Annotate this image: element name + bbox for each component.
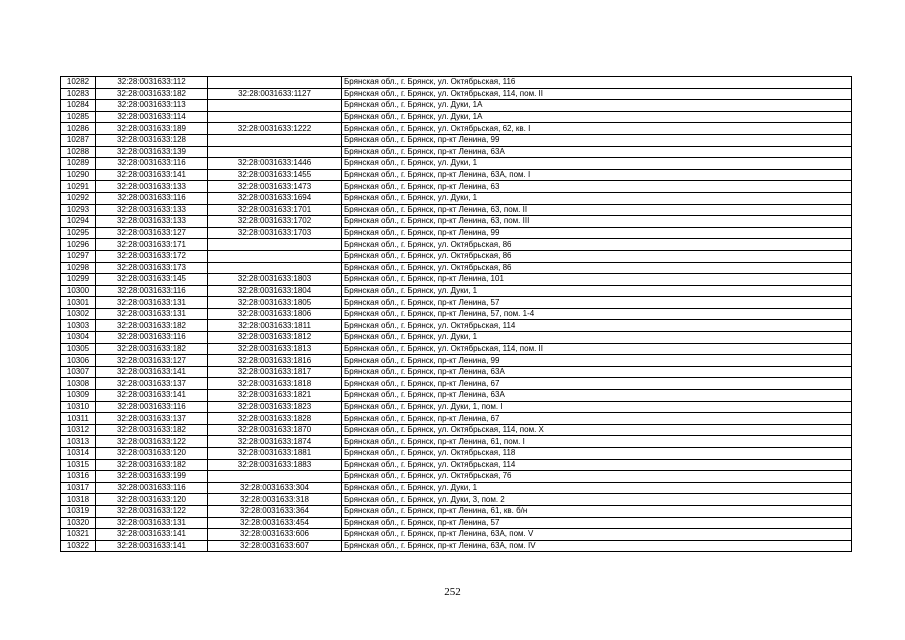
land-plot-number-cell: 32:28:0031633:116 xyxy=(96,401,208,413)
row-number-cell: 10300 xyxy=(61,285,96,297)
object-number-cell: 32:28:0031633:1823 xyxy=(208,401,342,413)
object-number-cell: 32:28:0031633:1811 xyxy=(208,320,342,332)
land-plot-number-cell: 32:28:0031633:172 xyxy=(96,250,208,262)
land-plot-number-cell: 32:28:0031633:112 xyxy=(96,77,208,89)
land-plot-number-cell: 32:28:0031633:116 xyxy=(96,482,208,494)
address-cell: Брянская обл., г. Брянск, ул. Дуки, 1 xyxy=(342,285,852,297)
land-plot-number-cell: 32:28:0031633:116 xyxy=(96,192,208,204)
row-number-cell: 10321 xyxy=(61,529,96,541)
address-cell: Брянская обл., г. Брянск, ул. Октябрьская, 118 xyxy=(342,448,852,460)
row-number-cell: 10314 xyxy=(61,448,96,460)
row-number-cell: 10305 xyxy=(61,343,96,355)
address-cell: Брянская обл., г. Брянск, ул. Октябрьская, 86 xyxy=(342,250,852,262)
row-number-cell: 10318 xyxy=(61,494,96,506)
row-number-cell: 10295 xyxy=(61,227,96,239)
table-row xyxy=(61,343,852,355)
object-number-cell: 32:28:0031633:1883 xyxy=(208,459,342,471)
object-number-cell: 32:28:0031633:1812 xyxy=(208,332,342,344)
table-row xyxy=(61,111,852,123)
object-number-cell xyxy=(208,146,342,158)
table-body xyxy=(61,77,852,552)
address-cell: Брянская обл., г. Брянск, ул. Дуки, 1 xyxy=(342,192,852,204)
address-cell: Брянская обл., г. Брянск, пр-кт Ленина, 63А, пом. I xyxy=(342,169,852,181)
object-number-cell: 32:28:0031633:1701 xyxy=(208,204,342,216)
address-cell: Брянская обл., г. Брянск, ул. Октябрьская, 114 xyxy=(342,459,852,471)
row-number-cell: 10297 xyxy=(61,250,96,262)
cadastral-registry-table xyxy=(60,76,852,552)
row-number-cell: 10294 xyxy=(61,216,96,228)
land-plot-number-cell: 32:28:0031633:182 xyxy=(96,459,208,471)
row-number-cell: 10303 xyxy=(61,320,96,332)
table-row xyxy=(61,146,852,158)
land-plot-number-cell: 32:28:0031633:116 xyxy=(96,285,208,297)
address-cell: Брянская обл., г. Брянск, пр-кт Ленина, 67 xyxy=(342,413,852,425)
address-cell: Брянская обл., г. Брянск, пр-кт Ленина, 57, пом. 1-4 xyxy=(342,308,852,320)
address-cell: Брянская обл., г. Брянск, ул. Дуки, 1 xyxy=(342,158,852,170)
land-plot-number-cell: 32:28:0031633:182 xyxy=(96,424,208,436)
address-cell: Брянская обл., г. Брянск, ул. Октябрьская, 114, пом. II xyxy=(342,88,852,100)
address-cell: Брянская обл., г. Брянск, ул. Дуки, 1 xyxy=(342,332,852,344)
address-cell: Брянская обл., г. Брянск, ул. Октябрьская, 86 xyxy=(342,239,852,251)
row-number-cell: 10286 xyxy=(61,123,96,135)
land-plot-number-cell: 32:28:0031633:131 xyxy=(96,297,208,309)
table-row xyxy=(61,540,852,552)
land-plot-number-cell: 32:28:0031633:199 xyxy=(96,471,208,483)
object-number-cell: 32:28:0031633:1881 xyxy=(208,448,342,460)
row-number-cell: 10319 xyxy=(61,505,96,517)
object-number-cell: 32:28:0031633:1694 xyxy=(208,192,342,204)
address-cell: Брянская обл., г. Брянск, пр-кт Ленина, 67 xyxy=(342,378,852,390)
table-row xyxy=(61,274,852,286)
address-cell: Брянская обл., г. Брянск, ул. Дуки, 1, пом. I xyxy=(342,401,852,413)
land-plot-number-cell: 32:28:0031633:182 xyxy=(96,343,208,355)
object-number-cell: 32:28:0031633:364 xyxy=(208,505,342,517)
row-number-cell: 10304 xyxy=(61,332,96,344)
land-plot-number-cell: 32:28:0031633:127 xyxy=(96,227,208,239)
table-row xyxy=(61,366,852,378)
table-row xyxy=(61,332,852,344)
table-row xyxy=(61,181,852,193)
table-row xyxy=(61,424,852,436)
land-plot-number-cell: 32:28:0031633:120 xyxy=(96,448,208,460)
object-number-cell xyxy=(208,471,342,483)
table-row xyxy=(61,134,852,146)
row-number-cell: 10301 xyxy=(61,297,96,309)
table-row xyxy=(61,204,852,216)
address-cell: Брянская обл., г. Брянск, ул. Дуки, 3, пом. 2 xyxy=(342,494,852,506)
land-plot-number-cell: 32:28:0031633:133 xyxy=(96,204,208,216)
address-cell: Брянская обл., г. Брянск, ул. Дуки, 1А xyxy=(342,111,852,123)
object-number-cell: 32:28:0031633:1446 xyxy=(208,158,342,170)
land-plot-number-cell: 32:28:0031633:141 xyxy=(96,529,208,541)
row-number-cell: 10308 xyxy=(61,378,96,390)
address-cell: Брянская обл., г. Брянск, пр-кт Ленина, 101 xyxy=(342,274,852,286)
land-plot-number-cell: 32:28:0031633:171 xyxy=(96,239,208,251)
row-number-cell: 10299 xyxy=(61,274,96,286)
table-row xyxy=(61,239,852,251)
object-number-cell: 32:28:0031633:1805 xyxy=(208,297,342,309)
object-number-cell: 32:28:0031633:1803 xyxy=(208,274,342,286)
row-number-cell: 10293 xyxy=(61,204,96,216)
row-number-cell: 10292 xyxy=(61,192,96,204)
land-plot-number-cell: 32:28:0031633:127 xyxy=(96,355,208,367)
address-cell: Брянская обл., г. Брянск, пр-кт Ленина, 57 xyxy=(342,297,852,309)
land-plot-number-cell: 32:28:0031633:122 xyxy=(96,436,208,448)
land-plot-number-cell: 32:28:0031633:137 xyxy=(96,378,208,390)
row-number-cell: 10289 xyxy=(61,158,96,170)
address-cell: Брянская обл., г. Брянск, пр-кт Ленина, 63А xyxy=(342,366,852,378)
row-number-cell: 10282 xyxy=(61,77,96,89)
land-plot-number-cell: 32:28:0031633:133 xyxy=(96,181,208,193)
table-row xyxy=(61,320,852,332)
land-plot-number-cell: 32:28:0031633:182 xyxy=(96,88,208,100)
row-number-cell: 10315 xyxy=(61,459,96,471)
table-row xyxy=(61,390,852,402)
address-cell: Брянская обл., г. Брянск, ул. Дуки, 1А xyxy=(342,100,852,112)
address-cell: Брянская обл., г. Брянск, ул. Октябрьская, 114, пом. X xyxy=(342,424,852,436)
object-number-cell: 32:28:0031633:1703 xyxy=(208,227,342,239)
object-number-cell: 32:28:0031633:1473 xyxy=(208,181,342,193)
land-plot-number-cell: 32:28:0031633:145 xyxy=(96,274,208,286)
land-plot-number-cell: 32:28:0031633:122 xyxy=(96,505,208,517)
object-number-cell xyxy=(208,134,342,146)
row-number-cell: 10302 xyxy=(61,308,96,320)
table-row xyxy=(61,378,852,390)
table-row xyxy=(61,192,852,204)
object-number-cell: 32:28:0031633:1874 xyxy=(208,436,342,448)
object-number-cell: 32:28:0031633:1821 xyxy=(208,390,342,402)
object-number-cell xyxy=(208,77,342,89)
table-row xyxy=(61,517,852,529)
address-cell: Брянская обл., г. Брянск, пр-кт Ленина, 63А, пом. V xyxy=(342,529,852,541)
object-number-cell: 32:28:0031633:606 xyxy=(208,529,342,541)
object-number-cell: 32:28:0031633:1222 xyxy=(208,123,342,135)
object-number-cell xyxy=(208,111,342,123)
table-row xyxy=(61,436,852,448)
table-row xyxy=(61,297,852,309)
land-plot-number-cell: 32:28:0031633:114 xyxy=(96,111,208,123)
address-cell: Брянская обл., г. Брянск, пр-кт Ленина, 63А, пом. IV xyxy=(342,540,852,552)
table-row xyxy=(61,482,852,494)
land-plot-number-cell: 32:28:0031633:131 xyxy=(96,517,208,529)
land-plot-number-cell: 32:28:0031633:116 xyxy=(96,158,208,170)
land-plot-number-cell: 32:28:0031633:116 xyxy=(96,332,208,344)
address-cell: Брянская обл., г. Брянск, ул. Октябрьская, 114, пом. II xyxy=(342,343,852,355)
object-number-cell: 32:28:0031633:1817 xyxy=(208,366,342,378)
land-plot-number-cell: 32:28:0031633:120 xyxy=(96,494,208,506)
address-cell: Брянская обл., г. Брянск, пр-кт Ленина, 57 xyxy=(342,517,852,529)
land-plot-number-cell: 32:28:0031633:137 xyxy=(96,413,208,425)
object-number-cell xyxy=(208,100,342,112)
object-number-cell: 32:28:0031633:1828 xyxy=(208,413,342,425)
table-row xyxy=(61,227,852,239)
land-plot-number-cell: 32:28:0031633:141 xyxy=(96,366,208,378)
row-number-cell: 10285 xyxy=(61,111,96,123)
row-number-cell: 10291 xyxy=(61,181,96,193)
row-number-cell: 10312 xyxy=(61,424,96,436)
object-number-cell: 32:28:0031633:1127 xyxy=(208,88,342,100)
table-row xyxy=(61,250,852,262)
object-number-cell: 32:28:0031633:1455 xyxy=(208,169,342,181)
object-number-cell: 32:28:0031633:318 xyxy=(208,494,342,506)
row-number-cell: 10287 xyxy=(61,134,96,146)
table-row xyxy=(61,505,852,517)
table-row xyxy=(61,77,852,89)
land-plot-number-cell: 32:28:0031633:139 xyxy=(96,146,208,158)
table-row xyxy=(61,401,852,413)
object-number-cell: 32:28:0031633:1870 xyxy=(208,424,342,436)
row-number-cell: 10296 xyxy=(61,239,96,251)
address-cell: Брянская обл., г. Брянск, ул. Октябрьская, 116 xyxy=(342,77,852,89)
land-plot-number-cell: 32:28:0031633:131 xyxy=(96,308,208,320)
land-plot-number-cell: 32:28:0031633:141 xyxy=(96,169,208,181)
table-row xyxy=(61,355,852,367)
table-row xyxy=(61,169,852,181)
row-number-cell: 10317 xyxy=(61,482,96,494)
address-cell: Брянская обл., г. Брянск, пр-кт Ленина, 63, пом. II xyxy=(342,204,852,216)
address-cell: Брянская обл., г. Брянск, пр-кт Ленина, 61, кв. б/н xyxy=(342,505,852,517)
registry-table-container xyxy=(60,76,852,552)
object-number-cell xyxy=(208,239,342,251)
object-number-cell: 32:28:0031633:1702 xyxy=(208,216,342,228)
row-number-cell: 10309 xyxy=(61,390,96,402)
table-row xyxy=(61,158,852,170)
table-row xyxy=(61,459,852,471)
object-number-cell: 32:28:0031633:1804 xyxy=(208,285,342,297)
row-number-cell: 10311 xyxy=(61,413,96,425)
object-number-cell: 32:28:0031633:454 xyxy=(208,517,342,529)
table-row xyxy=(61,285,852,297)
address-cell: Брянская обл., г. Брянск, пр-кт Ленина, 63А xyxy=(342,390,852,402)
land-plot-number-cell: 32:28:0031633:113 xyxy=(96,100,208,112)
table-row xyxy=(61,123,852,135)
address-cell: Брянская обл., г. Брянск, ул. Октябрьская, 76 xyxy=(342,471,852,483)
table-row xyxy=(61,216,852,228)
row-number-cell: 10298 xyxy=(61,262,96,274)
land-plot-number-cell: 32:28:0031633:141 xyxy=(96,390,208,402)
table-row xyxy=(61,529,852,541)
row-number-cell: 10310 xyxy=(61,401,96,413)
object-number-cell: 32:28:0031633:1813 xyxy=(208,343,342,355)
table-row xyxy=(61,494,852,506)
row-number-cell: 10290 xyxy=(61,169,96,181)
land-plot-number-cell: 32:28:0031633:133 xyxy=(96,216,208,228)
object-number-cell: 32:28:0031633:607 xyxy=(208,540,342,552)
row-number-cell: 10322 xyxy=(61,540,96,552)
land-plot-number-cell: 32:28:0031633:141 xyxy=(96,540,208,552)
address-cell: Брянская обл., г. Брянск, пр-кт Ленина, 99 xyxy=(342,227,852,239)
land-plot-number-cell: 32:28:0031633:128 xyxy=(96,134,208,146)
row-number-cell: 10283 xyxy=(61,88,96,100)
row-number-cell: 10306 xyxy=(61,355,96,367)
row-number-cell: 10288 xyxy=(61,146,96,158)
object-number-cell xyxy=(208,250,342,262)
row-number-cell: 10320 xyxy=(61,517,96,529)
address-cell: Брянская обл., г. Брянск, пр-кт Ленина, 99 xyxy=(342,355,852,367)
address-cell: Брянская обл., г. Брянск, пр-кт Ленина, 99 xyxy=(342,134,852,146)
table-row xyxy=(61,100,852,112)
table-row xyxy=(61,308,852,320)
table-row xyxy=(61,413,852,425)
object-number-cell: 32:28:0031633:304 xyxy=(208,482,342,494)
object-number-cell: 32:28:0031633:1818 xyxy=(208,378,342,390)
address-cell: Брянская обл., г. Брянск, пр-кт Ленина, 63 xyxy=(342,181,852,193)
row-number-cell: 10284 xyxy=(61,100,96,112)
address-cell: Брянская обл., г. Брянск, ул. Дуки, 1 xyxy=(342,482,852,494)
page-number: 252 xyxy=(444,586,461,598)
object-number-cell: 32:28:0031633:1806 xyxy=(208,308,342,320)
object-number-cell xyxy=(208,262,342,274)
address-cell: Брянская обл., г. Брянск, пр-кт Ленина, 61, пом. I xyxy=(342,436,852,448)
address-cell: Брянская обл., г. Брянск, пр-кт Ленина, 63А xyxy=(342,146,852,158)
address-cell: Брянская обл., г. Брянск, ул. Октябрьская, 62, кв. I xyxy=(342,123,852,135)
table-row xyxy=(61,448,852,460)
row-number-cell: 10316 xyxy=(61,471,96,483)
table-row xyxy=(61,471,852,483)
row-number-cell: 10313 xyxy=(61,436,96,448)
land-plot-number-cell: 32:28:0031633:189 xyxy=(96,123,208,135)
object-number-cell: 32:28:0031633:1816 xyxy=(208,355,342,367)
address-cell: Брянская обл., г. Брянск, ул. Октябрьская, 114 xyxy=(342,320,852,332)
table-row xyxy=(61,262,852,274)
address-cell: Брянская обл., г. Брянск, ул. Октябрьская, 86 xyxy=(342,262,852,274)
land-plot-number-cell: 32:28:0031633:182 xyxy=(96,320,208,332)
row-number-cell: 10307 xyxy=(61,366,96,378)
land-plot-number-cell: 32:28:0031633:173 xyxy=(96,262,208,274)
address-cell: Брянская обл., г. Брянск, пр-кт Ленина, 63, пом. III xyxy=(342,216,852,228)
table-row xyxy=(61,88,852,100)
